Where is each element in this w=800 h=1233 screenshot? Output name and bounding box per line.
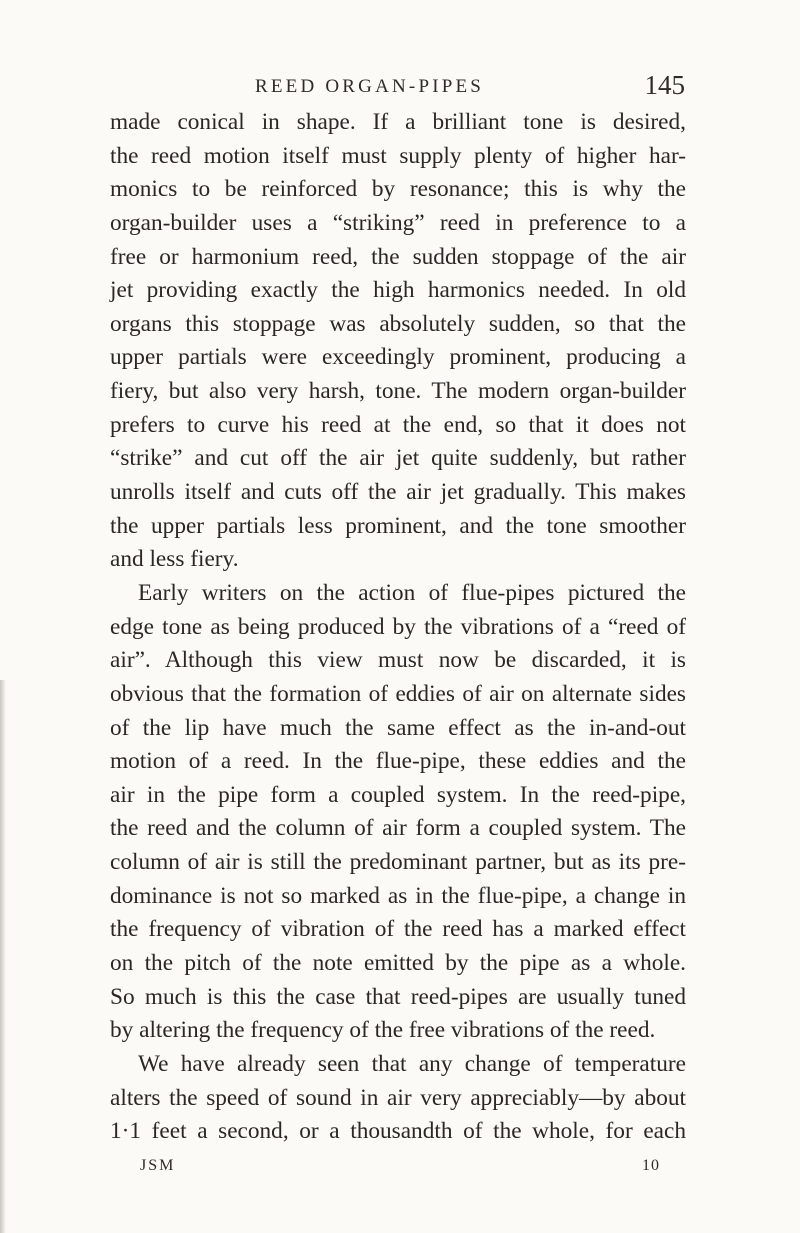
text-line: the upper partials less prominent, and the tone smoother	[110, 512, 686, 539]
text-line: prefers to curve his reed at the end, so that it does not	[110, 411, 686, 438]
text-line: So much is this the case that reed-pipes are usually tuned	[110, 983, 686, 1010]
text-line: the reed motion itself must supply plenty of higher har-	[110, 142, 686, 169]
page-footer	[140, 1157, 660, 1183]
text-line: of the lip have much the same effect as the in-and-out	[110, 714, 686, 741]
text-line: free or harmonium reed, the sudden stoppage of the air	[110, 243, 686, 270]
text-line: dominance is not so marked as in the flue-pipe, a change in	[110, 882, 686, 909]
signature-mark: JSM	[140, 1157, 176, 1174]
text-line: fiery, but also very harsh, tone. The modern organ-builder	[110, 378, 686, 405]
text-line: obvious that the formation of eddies of air on alternate sides	[110, 680, 686, 707]
gathering-number: 10	[642, 1157, 660, 1174]
text-line: air in the pipe form a coupled system. In the reed-pipe,	[110, 781, 686, 808]
text-line: on the pitch of the note emitted by the pipe as a whole.	[110, 950, 686, 977]
paragraph-end-line: by altering the frequency of the free vibrations of the reed.	[110, 1017, 656, 1044]
text-line: edge tone as being produced by the vibrations of a “reed of	[110, 613, 686, 640]
running-title: REED ORGAN-PIPES	[255, 76, 485, 97]
paragraph-first-line: We have already seen that any change of temperature	[138, 1050, 686, 1077]
page-number: 145	[644, 70, 685, 100]
text-line: made conical in shape. If a brilliant tone is desired,	[110, 109, 686, 135]
text-line: monics to be reinforced by resonance; this is why the	[110, 176, 686, 203]
text-line: alters the speed of sound in air very appreciably—by about	[110, 1084, 686, 1111]
text-line: “strike” and cut off the air jet quite suddenly, but rather	[110, 445, 686, 472]
text-line: organs this stoppage was absolutely sudden, so that the	[110, 310, 686, 337]
body-text	[110, 106, 686, 1149]
text-line: air”. Although this view must now be discarded, it is	[110, 647, 686, 674]
text-line: jet providing exactly the high harmonics needed. In old	[110, 277, 686, 304]
text-line: organ-builder uses a “striking” reed in preference to a	[110, 209, 686, 236]
text-line: motion of a reed. In the flue-pipe, these eddies and the	[110, 748, 686, 775]
text-line: column of air is still the predominant partner, but as its pre-	[110, 849, 686, 876]
paragraph-end-line: and less fiery.	[110, 546, 239, 573]
running-head	[110, 70, 685, 104]
binding-shadow	[0, 680, 6, 1233]
paragraph-first-line: Early writers on the action of flue-pipes pictured the	[138, 579, 686, 606]
text-line: the frequency of vibration of the reed has a marked effect	[110, 916, 686, 943]
text-line: 1·1 feet a second, or a thousandth of the whole, for each	[110, 1118, 686, 1145]
text-line: unrolls itself and cuts off the air jet gradually. This makes	[110, 479, 686, 506]
text-line: the reed and the column of air form a coupled system. The	[110, 815, 686, 842]
text-line: upper partials were exceedingly prominent, producing a	[110, 344, 686, 371]
